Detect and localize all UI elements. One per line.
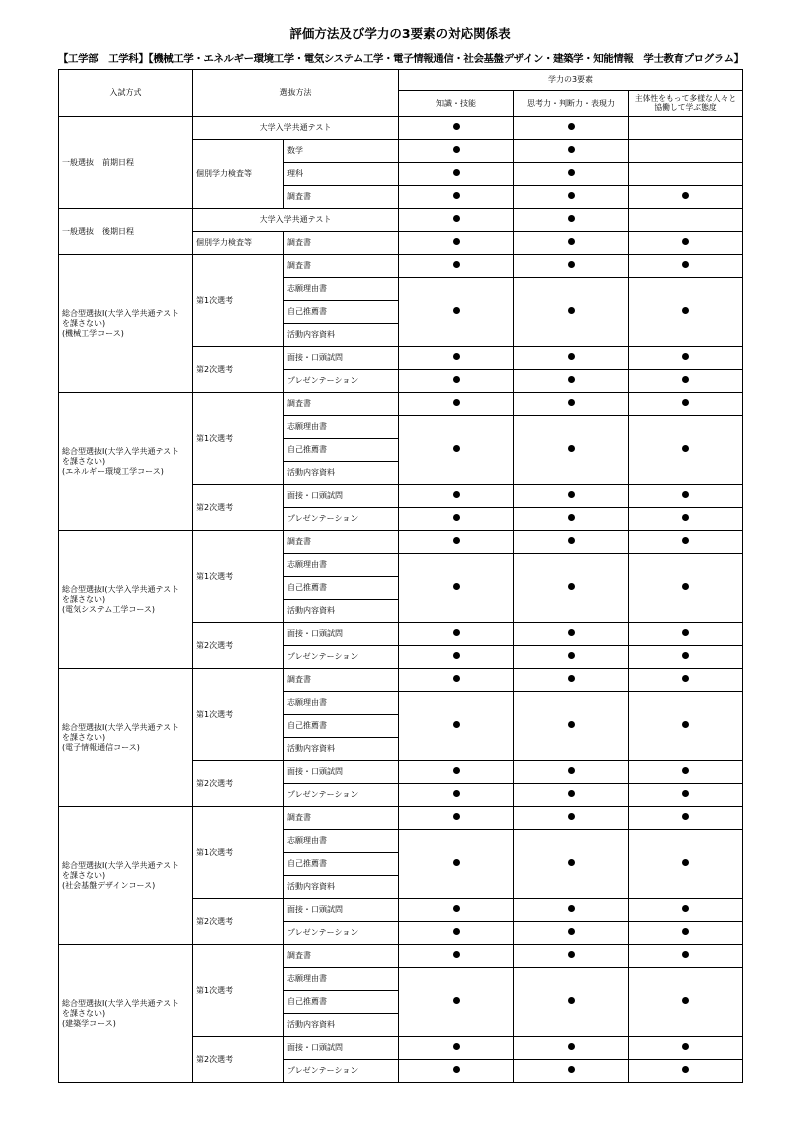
entry-method-cell: [59, 209, 193, 255]
dot-mark: [453, 1043, 460, 1050]
selection-item-cell: 志願理由書: [284, 278, 399, 301]
dot-mark: [682, 445, 689, 452]
dot-mark: [453, 675, 460, 682]
thinking-cell: [514, 899, 629, 922]
selection-item-cell: プレゼンテーション: [284, 646, 399, 669]
entry-method-cell: [59, 117, 193, 209]
dot-mark: [453, 1066, 460, 1073]
attitude-cell: [629, 416, 743, 485]
attitude-cell: [629, 393, 743, 416]
entry-method-label-line: 総合型選抜Ⅰ(大学入学共通テスト: [62, 722, 180, 732]
selection-item-cell: 自己推薦書: [284, 715, 399, 738]
knowledge-cell: [399, 945, 514, 968]
dot-mark: [568, 514, 575, 521]
attitude-cell: [629, 163, 743, 186]
knowledge-cell: [399, 646, 514, 669]
attitude-cell: [629, 761, 743, 784]
dot-mark: [568, 491, 575, 498]
dot-mark: [568, 1066, 575, 1073]
knowledge-cell: [399, 508, 514, 531]
thinking-cell: [514, 278, 629, 347]
dot-mark: [568, 629, 575, 636]
thinking-cell: [514, 1060, 629, 1083]
thinking-cell: [514, 922, 629, 945]
entry-method-label-line: を課さない): [62, 456, 106, 466]
knowledge-cell: [399, 186, 514, 209]
stage-cell: 第2次選考: [193, 623, 284, 669]
thinking-cell: [514, 232, 629, 255]
stage-cell: 第1次選考: [193, 393, 284, 485]
attitude-cell: [629, 1037, 743, 1060]
thinking-cell: [514, 255, 629, 278]
stage-cell: 第1次選考: [193, 945, 284, 1037]
dot-mark: [568, 169, 575, 176]
dot-mark: [568, 583, 575, 590]
selection-item-cell: 志願理由書: [284, 968, 399, 991]
attitude-cell: [629, 117, 743, 140]
stage-cell: 第2次選考: [193, 761, 284, 807]
knowledge-cell: [399, 669, 514, 692]
dot-mark: [682, 537, 689, 544]
dot-mark: [568, 951, 575, 958]
dot-mark: [453, 905, 460, 912]
dot-mark: [682, 376, 689, 383]
knowledge-cell: [399, 347, 514, 370]
thinking-cell: [514, 554, 629, 623]
selection-item-cell: 活動内容資料: [284, 738, 399, 761]
attitude-cell: [629, 945, 743, 968]
table-row: [59, 393, 743, 416]
dot-mark: [568, 675, 575, 682]
selection-item-cell: 調査書: [284, 232, 399, 255]
attitude-cell: [629, 899, 743, 922]
dot-mark: [453, 238, 460, 245]
attitude-cell: [629, 807, 743, 830]
thinking-cell: [514, 163, 629, 186]
dot-mark: [453, 399, 460, 406]
dot-mark: [682, 997, 689, 1004]
dot-mark: [682, 652, 689, 659]
knowledge-cell: [399, 1060, 514, 1083]
selection-item-cell: 志願理由書: [284, 416, 399, 439]
dot-mark: [568, 652, 575, 659]
thinking-cell: [514, 968, 629, 1037]
header-attitude: 主体性をもって多様な人々と協働して学ぶ態度: [629, 91, 743, 117]
selection-item-cell: プレゼンテーション: [284, 784, 399, 807]
attitude-cell: [629, 232, 743, 255]
thinking-cell: [514, 186, 629, 209]
thinking-cell: [514, 393, 629, 416]
attitude-cell: [629, 186, 743, 209]
dot-mark: [682, 307, 689, 314]
dot-mark: [682, 629, 689, 636]
table-row: [59, 531, 743, 554]
thinking-cell: [514, 692, 629, 761]
stage-cell: 第1次選考: [193, 531, 284, 623]
dot-mark: [682, 491, 689, 498]
selection-item-cell: 面接・口頭試問: [284, 1037, 399, 1060]
thinking-cell: [514, 416, 629, 485]
selection-method-cell: 大学入学共通テスト: [193, 209, 399, 232]
entry-method-label-line: (建築学コース): [62, 1018, 116, 1028]
entry-method-label-line: 総合型選抜Ⅰ(大学入学共通テスト: [62, 584, 180, 594]
header-three-elements: 学力の3要素: [399, 70, 743, 91]
selection-item-cell: プレゼンテーション: [284, 922, 399, 945]
evaluation-table: [58, 69, 743, 1083]
dot-mark: [568, 146, 575, 153]
knowledge-cell: [399, 232, 514, 255]
dot-mark: [453, 652, 460, 659]
knowledge-cell: [399, 922, 514, 945]
entry-method-cell: [59, 669, 193, 807]
dot-mark: [568, 537, 575, 544]
entry-method-cell: [59, 255, 193, 393]
attitude-cell: [629, 784, 743, 807]
selection-item-cell: プレゼンテーション: [284, 1060, 399, 1083]
thinking-cell: [514, 485, 629, 508]
selection-item-cell: 活動内容資料: [284, 600, 399, 623]
attitude-cell: [629, 278, 743, 347]
knowledge-cell: [399, 140, 514, 163]
thinking-cell: [514, 531, 629, 554]
dot-mark: [453, 192, 460, 199]
dot-mark: [453, 376, 460, 383]
dot-mark: [682, 514, 689, 521]
dot-mark: [453, 928, 460, 935]
entry-method-label-line: (社会基盤デザインコース): [62, 880, 156, 890]
attitude-cell: [629, 140, 743, 163]
dot-mark: [453, 951, 460, 958]
attitude-cell: [629, 669, 743, 692]
dot-mark: [568, 445, 575, 452]
selection-item-cell: 調査書: [284, 945, 399, 968]
dot-mark: [682, 859, 689, 866]
table-row: [59, 807, 743, 830]
entry-method-cell: [59, 393, 193, 531]
dot-mark: [568, 928, 575, 935]
attitude-cell: [629, 692, 743, 761]
dot-mark: [453, 146, 460, 153]
header-thinking: 思考力・判断力・表現力: [514, 91, 629, 117]
dot-mark: [453, 583, 460, 590]
knowledge-cell: [399, 278, 514, 347]
selection-item-cell: 自己推薦書: [284, 853, 399, 876]
knowledge-cell: [399, 393, 514, 416]
knowledge-cell: [399, 807, 514, 830]
header-method: 選抜方法: [193, 70, 399, 117]
knowledge-cell: [399, 370, 514, 393]
knowledge-cell: [399, 761, 514, 784]
dot-mark: [453, 445, 460, 452]
entry-method-label-line: を課さない): [62, 594, 106, 604]
knowledge-cell: [399, 117, 514, 140]
thinking-cell: [514, 830, 629, 899]
dot-mark: [682, 675, 689, 682]
attitude-cell: [629, 209, 743, 232]
dot-mark: [453, 353, 460, 360]
selection-item-cell: プレゼンテーション: [284, 370, 399, 393]
dot-mark: [453, 215, 460, 222]
selection-item-cell: 調査書: [284, 186, 399, 209]
dot-mark: [682, 905, 689, 912]
dot-mark: [453, 813, 460, 820]
dot-mark: [682, 399, 689, 406]
dot-mark: [568, 123, 575, 130]
entry-method-cell: [59, 945, 193, 1083]
stage-cell: 個別学力検査等: [193, 140, 284, 209]
dot-mark: [682, 767, 689, 774]
dot-mark: [682, 261, 689, 268]
dot-mark: [682, 353, 689, 360]
thinking-cell: [514, 140, 629, 163]
dot-mark: [568, 399, 575, 406]
selection-item-cell: 理科: [284, 163, 399, 186]
dot-mark: [682, 721, 689, 728]
knowledge-cell: [399, 784, 514, 807]
selection-item-cell: 調査書: [284, 531, 399, 554]
attitude-cell: [629, 255, 743, 278]
knowledge-cell: [399, 255, 514, 278]
stage-cell: 第2次選考: [193, 899, 284, 945]
thinking-cell: [514, 209, 629, 232]
entry-method-label-line: (機械工学コース): [62, 328, 124, 338]
selection-item-cell: 面接・口頭試問: [284, 623, 399, 646]
dot-mark: [682, 813, 689, 820]
knowledge-cell: [399, 554, 514, 623]
selection-item-cell: 調査書: [284, 393, 399, 416]
knowledge-cell: [399, 1037, 514, 1060]
entry-method-label-line: 総合型選抜Ⅰ(大学入学共通テスト: [62, 446, 180, 456]
stage-cell: 第2次選考: [193, 347, 284, 393]
dot-mark: [682, 583, 689, 590]
thinking-cell: [514, 646, 629, 669]
dot-mark: [682, 192, 689, 199]
dot-mark: [568, 192, 575, 199]
dot-mark: [453, 767, 460, 774]
thinking-cell: [514, 1037, 629, 1060]
selection-item-cell: プレゼンテーション: [284, 508, 399, 531]
dot-mark: [568, 307, 575, 314]
knowledge-cell: [399, 485, 514, 508]
knowledge-cell: [399, 830, 514, 899]
selection-item-cell: 志願理由書: [284, 554, 399, 577]
dot-mark: [568, 767, 575, 774]
dot-mark: [453, 629, 460, 636]
dot-mark: [568, 1043, 575, 1050]
dot-mark: [453, 997, 460, 1004]
thinking-cell: [514, 370, 629, 393]
knowledge-cell: [399, 163, 514, 186]
attitude-cell: [629, 370, 743, 393]
stage-cell: 第1次選考: [193, 255, 284, 347]
selection-item-cell: 志願理由書: [284, 830, 399, 853]
entry-method-label-line: 総合型選抜Ⅰ(大学入学共通テスト: [62, 998, 180, 1008]
attitude-cell: [629, 646, 743, 669]
dot-mark: [682, 238, 689, 245]
entry-method-label-line: を課さない): [62, 318, 106, 328]
attitude-cell: [629, 623, 743, 646]
dot-mark: [568, 353, 575, 360]
entry-method-label: 一般選抜 後期日程: [62, 226, 134, 236]
dot-mark: [453, 721, 460, 728]
attitude-cell: [629, 922, 743, 945]
thinking-cell: [514, 117, 629, 140]
dot-mark: [568, 905, 575, 912]
stage-cell: 第2次選考: [193, 1037, 284, 1083]
dot-mark: [568, 238, 575, 245]
attitude-cell: [629, 1060, 743, 1083]
knowledge-cell: [399, 416, 514, 485]
stage-cell: 第1次選考: [193, 669, 284, 761]
attitude-cell: [629, 347, 743, 370]
thinking-cell: [514, 784, 629, 807]
selection-item-cell: 活動内容資料: [284, 462, 399, 485]
thinking-cell: [514, 761, 629, 784]
selection-item-cell: 面接・口頭試問: [284, 485, 399, 508]
selection-item-cell: 面接・口頭試問: [284, 899, 399, 922]
attitude-cell: [629, 485, 743, 508]
selection-item-cell: 数学: [284, 140, 399, 163]
entry-method-label: 一般選抜 前期日程: [62, 157, 134, 167]
entry-method-cell: [59, 531, 193, 669]
page-title: 評価方法及び学力の3要素の対応関係表: [289, 26, 511, 41]
stage-cell: 第2次選考: [193, 485, 284, 531]
dot-mark: [568, 790, 575, 797]
dot-mark: [453, 537, 460, 544]
table-row: [59, 945, 743, 968]
entry-method-label-line: を課さない): [62, 1008, 106, 1018]
dot-mark: [453, 859, 460, 866]
knowledge-cell: [399, 968, 514, 1037]
entry-method-label-line: (エネルギー環境工学コース): [62, 466, 164, 476]
stage-cell: 第1次選考: [193, 807, 284, 899]
dot-mark: [453, 790, 460, 797]
selection-item-cell: 自己推薦書: [284, 991, 399, 1014]
entry-method-label-line: (電気システム工学コース): [62, 604, 156, 614]
dot-mark: [453, 491, 460, 498]
selection-item-cell: 調査書: [284, 807, 399, 830]
thinking-cell: [514, 945, 629, 968]
selection-item-cell: 志願理由書: [284, 692, 399, 715]
selection-item-cell: 調査書: [284, 669, 399, 692]
selection-method-cell: 大学入学共通テスト: [193, 117, 399, 140]
dot-mark: [682, 790, 689, 797]
entry-method-label-line: 総合型選抜Ⅰ(大学入学共通テスト: [62, 860, 180, 870]
thinking-cell: [514, 807, 629, 830]
table-row: [59, 209, 743, 232]
entry-method-label-line: を課さない): [62, 870, 106, 880]
dot-mark: [453, 307, 460, 314]
dot-mark: [682, 1066, 689, 1073]
selection-item-cell: 自己推薦書: [284, 301, 399, 324]
selection-item-cell: 自己推薦書: [284, 577, 399, 600]
dot-mark: [568, 859, 575, 866]
stage-cell: 個別学力検査等: [193, 232, 284, 255]
knowledge-cell: [399, 692, 514, 761]
attitude-cell: [629, 554, 743, 623]
dot-mark: [682, 951, 689, 958]
attitude-cell: [629, 531, 743, 554]
entry-method-label-line: (電子情報通信コース): [62, 742, 140, 752]
thinking-cell: [514, 669, 629, 692]
header-entry: 入試方式: [59, 70, 193, 117]
selection-item-cell: 活動内容資料: [284, 1014, 399, 1037]
dot-mark: [682, 928, 689, 935]
dot-mark: [682, 1043, 689, 1050]
selection-item-cell: 自己推薦書: [284, 439, 399, 462]
table-row: [59, 117, 743, 140]
entry-method-label-line: 総合型選抜Ⅰ(大学入学共通テスト: [62, 308, 180, 318]
thinking-cell: [514, 623, 629, 646]
thinking-cell: [514, 508, 629, 531]
dot-mark: [568, 997, 575, 1004]
attitude-cell: [629, 968, 743, 1037]
selection-item-cell: 面接・口頭試問: [284, 761, 399, 784]
dot-mark: [453, 169, 460, 176]
entry-method-label-line: を課さない): [62, 732, 106, 742]
dot-mark: [453, 514, 460, 521]
page-subtitle: 【工学部 工学科】【機械工学・エネルギー環境工学・電気システム工学・電子情報通信・社会基盤デザイン・建築学・知能情報 学士教育プログラム】: [58, 53, 744, 65]
dot-mark: [568, 261, 575, 268]
selection-item-cell: 活動内容資料: [284, 876, 399, 899]
entry-method-cell: [59, 807, 193, 945]
attitude-cell: [629, 830, 743, 899]
dot-mark: [453, 261, 460, 268]
knowledge-cell: [399, 899, 514, 922]
table-row: [59, 669, 743, 692]
selection-item-cell: 面接・口頭試問: [284, 347, 399, 370]
dot-mark: [568, 215, 575, 222]
dot-mark: [568, 721, 575, 728]
dot-mark: [568, 376, 575, 383]
table-row: [59, 255, 743, 278]
thinking-cell: [514, 347, 629, 370]
dot-mark: [568, 813, 575, 820]
knowledge-cell: [399, 623, 514, 646]
dot-mark: [453, 123, 460, 130]
attitude-cell: [629, 508, 743, 531]
knowledge-cell: [399, 209, 514, 232]
selection-item-cell: 調査書: [284, 255, 399, 278]
header-knowledge: 知識・技能: [399, 91, 514, 117]
knowledge-cell: [399, 531, 514, 554]
selection-item-cell: 活動内容資料: [284, 324, 399, 347]
